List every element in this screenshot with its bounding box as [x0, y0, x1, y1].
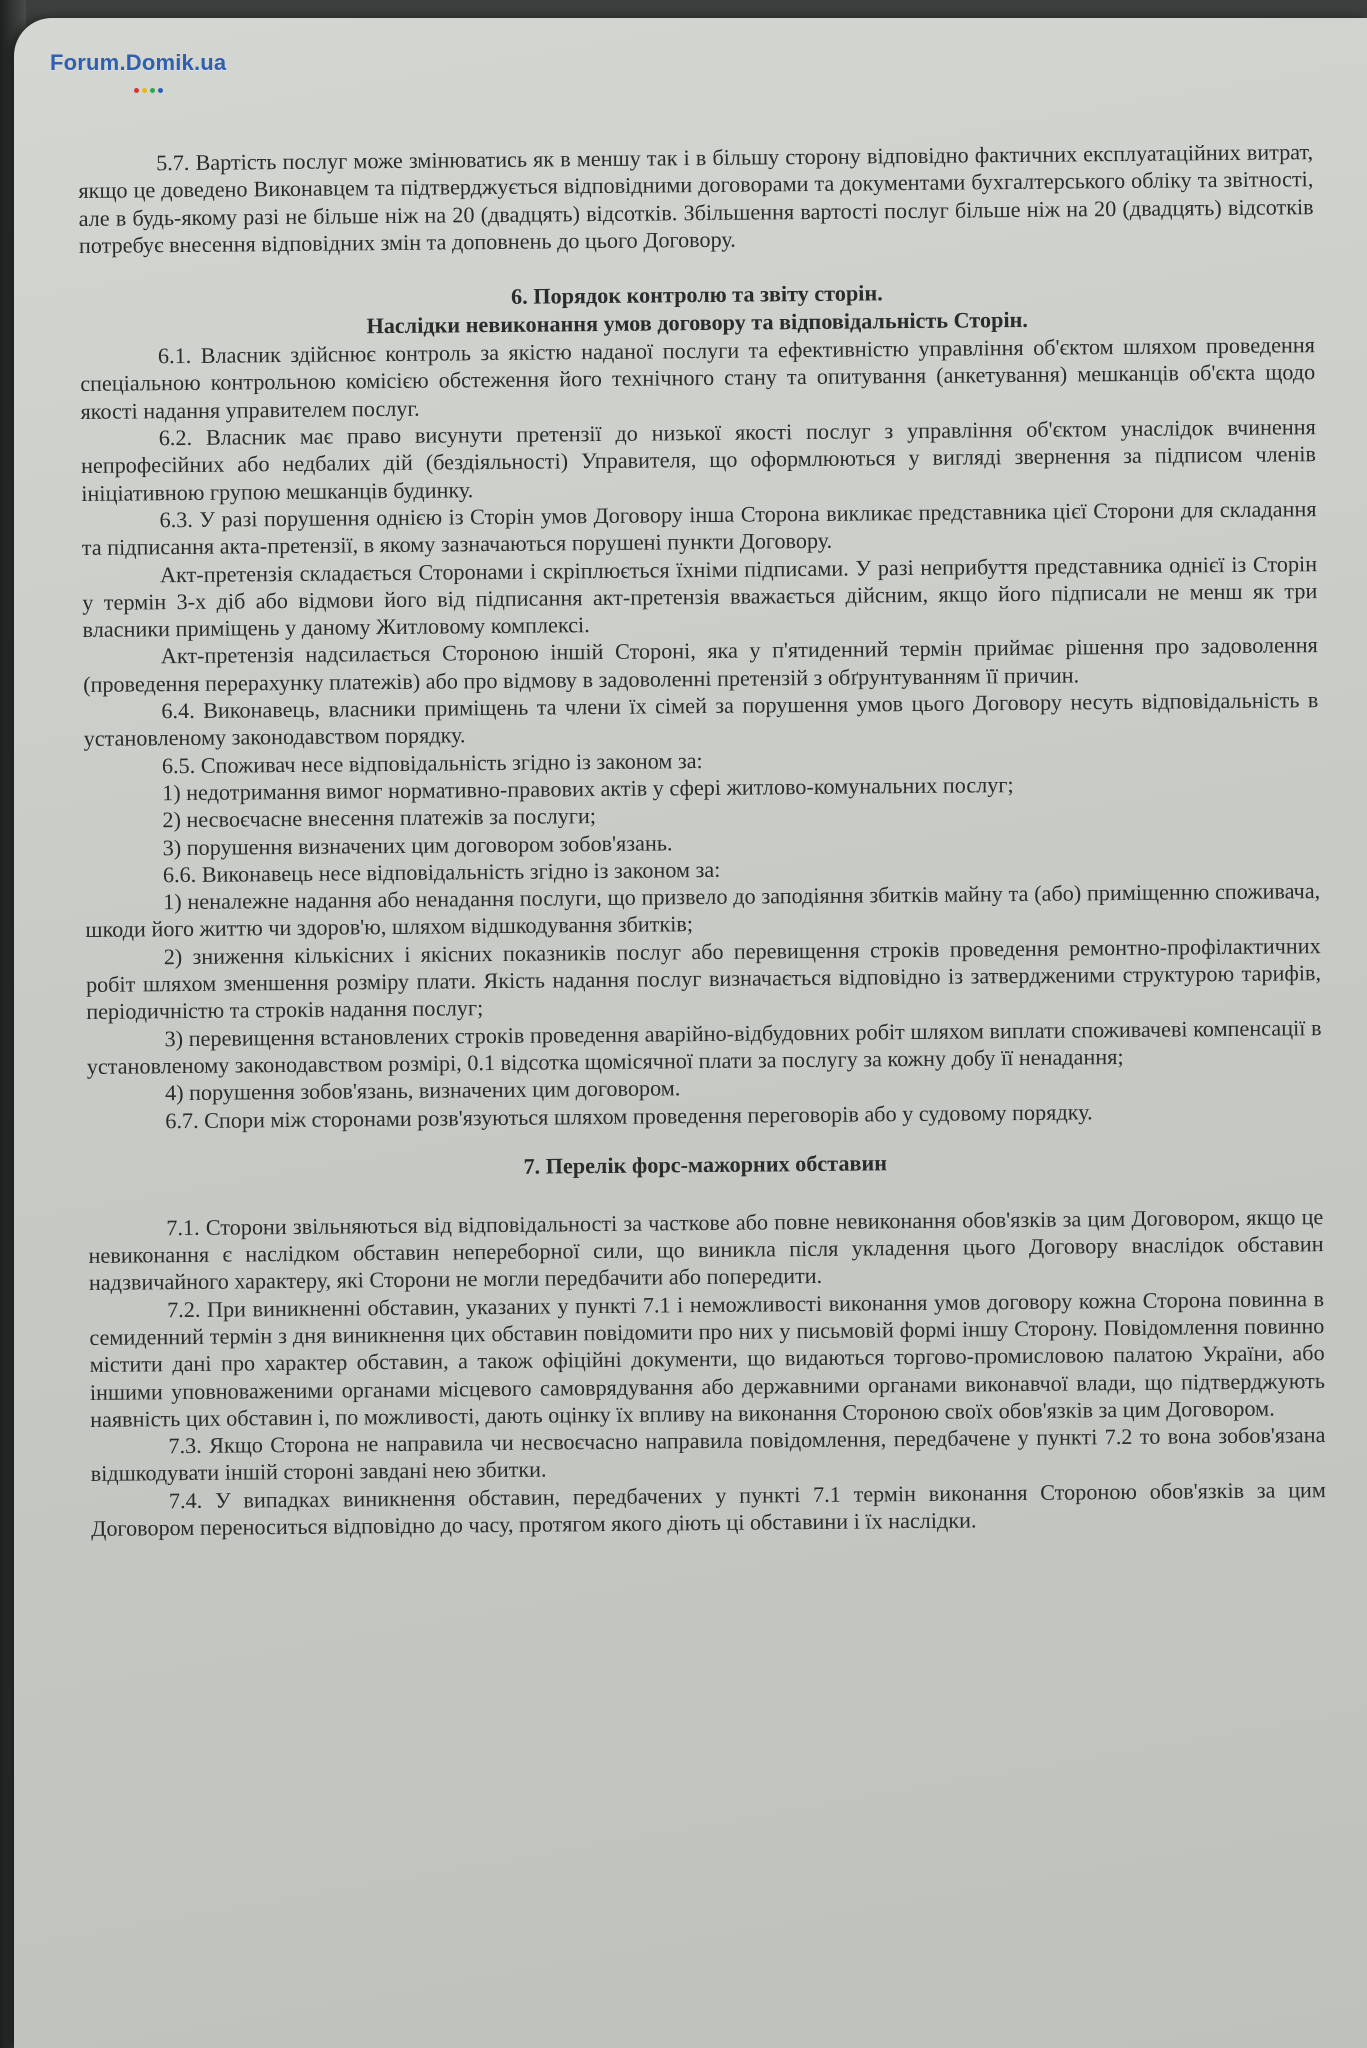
clause-6-5-item: 3) порушення визначених цим договором зобов'язань. — [162, 829, 673, 860]
clause-6-2: 6.2. Власник має право висунути претензії до низької якості послуг з управління об'єктом унаслідок вчинення непрофесійних або недбалих дій (бездіяльності) Управителя, що оформлюються у вигляді звернення за підписом членів ініціативною групою мешканців будинку. — [80, 414, 1317, 506]
document-page — [14, 18, 1367, 2048]
section-6-title: 6. Порядок контролю та звіту сторін. — [510, 280, 883, 310]
clause-6-5-item: 1) недотримання вимог нормативно-правових актів у сфері житлово-комунальних послуг; — [162, 771, 1014, 806]
clause-6-6: 6.6. Виконавець несе відповідальність згідно із законом за: — [162, 856, 721, 888]
clause-7-1: 7.1. Сторони звільняються від відповідальності за часткове або повне невиконання обов'язків за цим Договором, якщо це невиконання є наслідком обставин непереборної сили, що виникла після укладення цього Договору внаслідок обставин надзвичайного характеру, які Сторони не могли передбачити або попередити. — [88, 1203, 1324, 1296]
clause-6-3-paragraph-3: Акт-претензія надсилається Стороною іншій Стороні, яка у п'ятиденний термін приймає рішення про задоволення (проведення перерахунку платежів) або про відмову в задоволенні претензій з обґрунтуванням її причин. — [83, 632, 1318, 697]
watermark-dots-icon — [134, 80, 166, 98]
clause-7-3: 7.3. Якщо Сторона не направила чи несвоєчасно направила повідомлення, передбачене у пункті 7.2 то вона зобов'язана відшкодувати іншій стороні завдані нею збитки. — [90, 1422, 1326, 1487]
section-7-title: 7. Перелік форс-мажорних обставин — [523, 1150, 888, 1179]
clause-6-3: 6.3. У разі порушення однією із Сторін умов Договору інша Сторона викликає представника цієї Сторони для складання та підписання акта-претензії, в якому зазначаються порушені пункти Договору. — [81, 496, 1317, 561]
clause-6-6-item: 2) зниження кількісних і якісних показників послуг або перевищення строків проведення ремонтно-профілактичних робіт шляхом зменшення розміру плати. Якість надання послуг визначається відповідно із затвердженими структурою тарифів, періодичністю та строків надання послуг; — [85, 932, 1322, 1025]
clause-6-6-item: 4) порушення зобов'язань, визначених цим договором. — [164, 1075, 681, 1106]
document-body — [78, 138, 1326, 1542]
watermark: Forum.Domik.ua — [50, 50, 227, 75]
clause-6-3-paragraph-2: Акт-претензія складається Сторонами і скріплюється їхніми підписами. У разі неприбуття представника однієї із Сторін у термін 3-х діб або відмови його від підписання акт-претензія вважається дійсним, якщо його підписали не менш як три власники приміщень у даному Житловому комплексі. — [82, 550, 1318, 643]
clause-6-5: 6.5. Споживач несе відповідальність згідно із законом за: — [161, 747, 703, 778]
section-6-subtitle: Наслідки невиконання умов договору та відповідальність Сторін. — [366, 307, 1028, 339]
clause-7-2: 7.2. При виникненні обставин, указаних у пункті 7.1 і неможливості виконання умов договору кожна Сторона повинна в семиденний термін з дня виникнення цих обставин повідомити про них у письмовій формі іншу Сторону. Повідомлення повинно містити дані про характер обставин, а також офіційні документи, що видаються торгово-промисловою палатою України, або іншими уповноваженими органами місцевого самоврядування або державними органами виконавчої влади, що підтверджують наявність цих обставин і, по можливості, дають оцінку їх впливу на виконання Стороною своїх обов'язків за цим Договором. — [89, 1285, 1325, 1432]
clause-6-4: 6.4. Виконавець, власники приміщень та члени їх сімей за порушення умов цього Договору несуть відповідальність в установленому законодавством порядку. — [83, 687, 1319, 752]
clause-6-6-item: 3) перевищення встановлених строків проведення аварійно-відбудовних робіт шляхом виплати споживачеві компенсації в установленому законодавством розмірі, 0.1 відсотка щомісячної плати за послугу за кожну добу її ненадання; — [86, 1014, 1322, 1079]
clause-5-7: 5.7. Вартість послуг може змінюватись як в меншу так і в більшу сторону відповідно фактичних експлуатаційних витрат, якщо це доведено Виконавцем та підтверджується відповідними договорами та документами бухгалтерського обліку та звітності, але в будь-якому разі не більше ніж на 20 (двадцять) відсотків. Збільшення вартості послуг більше ніж на 20 (двадцять) відсотків потребує внесення відповідних змін та доповнень до цього Договору. — [78, 139, 1314, 258]
clause-6-5-item: 2) несвоєчасне внесення платежів за послуги; — [162, 803, 597, 833]
clause-7-4: 7.4. У випадках виникнення обставин, передбачених у пункті 7.1 термін виконання Стороною обов'язків за цим Договором переноситься відповідно до часу, протягом якого діють ці обставини і їх наслідки. — [91, 1476, 1327, 1541]
clause-6-1: 6.1. Власник здійснює контроль за якістю наданої послуги та ефективністю управління об'єктом шляхом проведення спеціальною контрольною комісією обстеження його технічного стану та опитування (анкетування) мешканців об'єкта щодо якості надання управителем послуг. — [80, 332, 1316, 424]
clause-6-6-item: 1) неналежне надання або ненадання послуги, що призвело до заподіяння збитків майну та (або) приміщенню споживача, шкоди його життю чи здоров'ю, шляхом відшкодування збитків; — [85, 878, 1321, 943]
clause-6-7: 6.7. Спори між сторонами розв'язуються шляхом проведення переговорів або у судовому порядку. — [165, 1098, 1093, 1133]
